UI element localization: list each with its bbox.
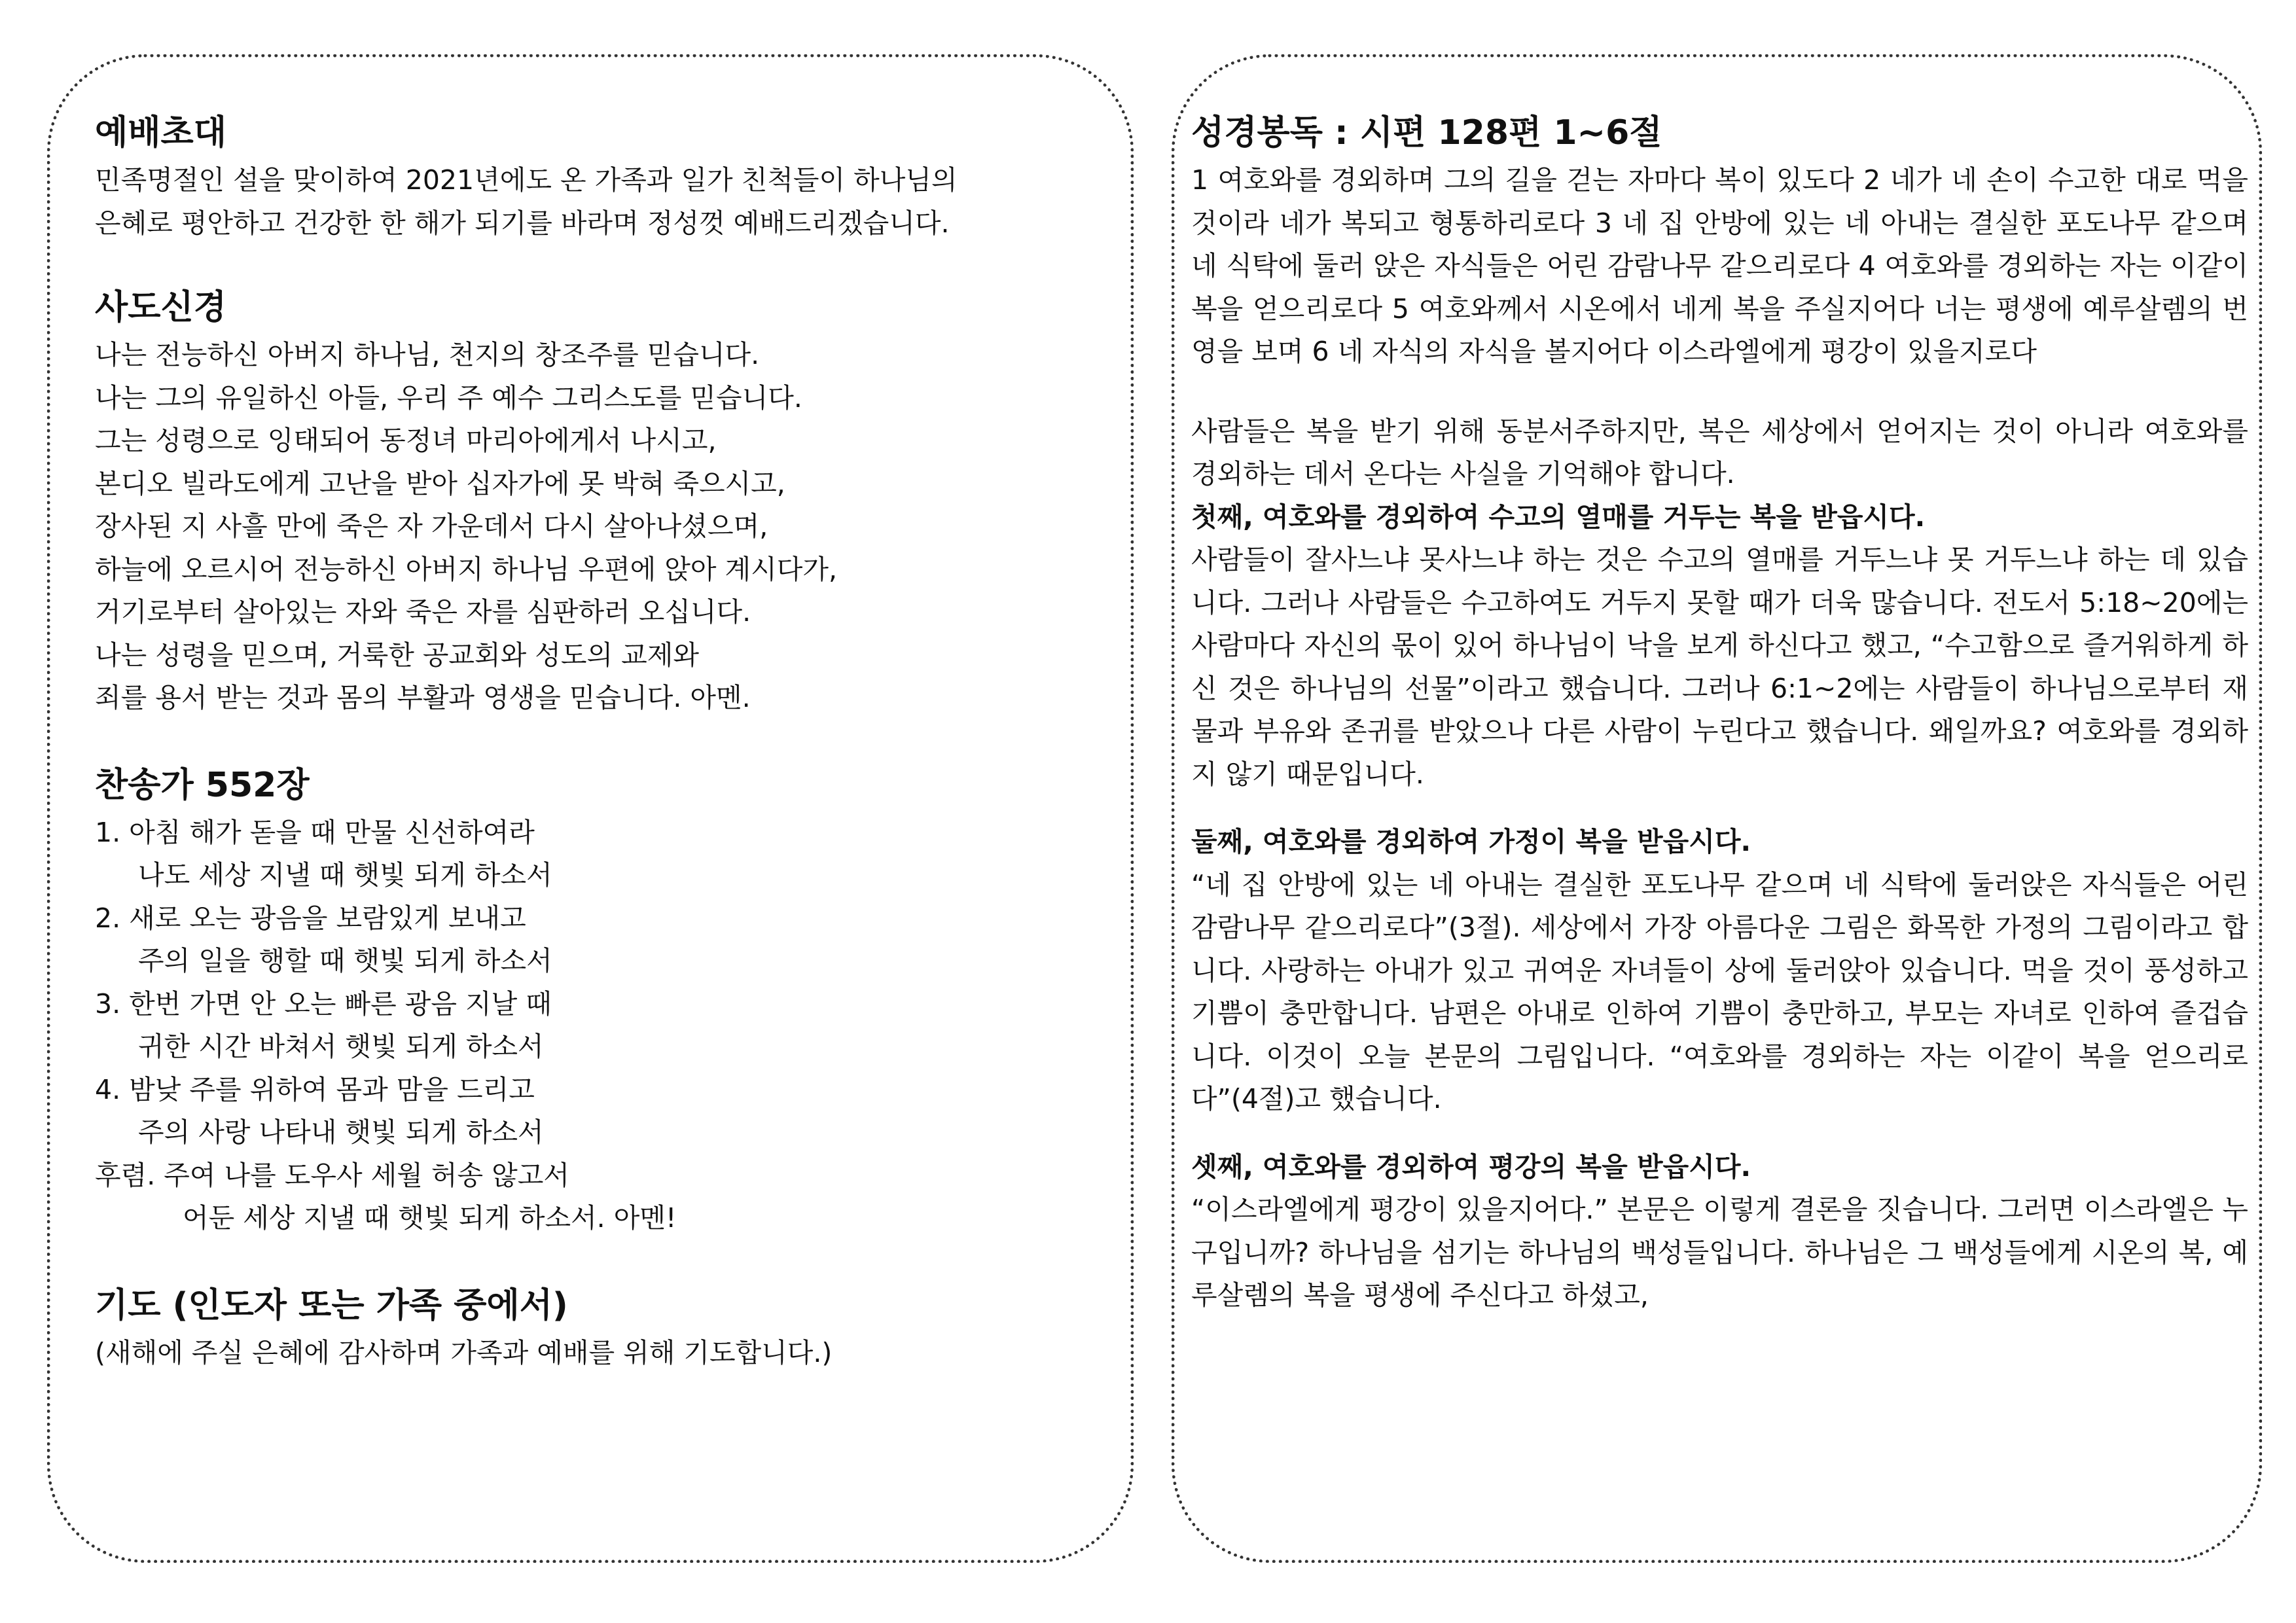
hymn-refrain-line: 후렴. 주여 나를 도우사 세월 허송 않고서 bbox=[95, 1159, 569, 1191]
hymn-refrain-line: 어둔 세상 지낼 때 햇빛 되게 하소서. 아멘! bbox=[183, 1202, 677, 1234]
spacer bbox=[1191, 374, 2248, 410]
spacer bbox=[1191, 1121, 2248, 1146]
hymn-lyrics bbox=[95, 812, 1116, 1240]
creed-title: 사도신경 bbox=[95, 288, 226, 327]
right-panel-content bbox=[1191, 107, 2248, 1317]
left-panel bbox=[47, 54, 1134, 1563]
sermon-intro: 사람들은 복을 받기 위해 동분서주하지만, 복은 세상에서 얻어지는 것이 아니라 여호와를 경외하는 데서 온다는 사실을 기억해야 합니다. bbox=[1191, 415, 2248, 490]
creed-line: 하늘에 오르시어 전능하신 아버지 하나님 우편에 앉아 계시다가, bbox=[95, 553, 838, 585]
creed-line: 거기로부터 살아있는 자와 죽은 자를 심판하러 오십니다. bbox=[95, 596, 751, 628]
sermon-point-text: “네 집 안방에 있는 네 아내는 결실한 포도나무 같으며 네 식탁에 둘러앉은 자식들은 어린 감람나무 같으리로다”(3절). 세상에서 가장 아름다운 그림은 화목한 가정의 그림이라고 합니다. 사랑하는 아내가 있고 귀여운 자녀들이 상에 둘러앉아 있습니다. 먹을 것이 풍성하고 기쁨이 충만합니다. 남편은 아내로 인하여 기쁨이 충만하고, 부모는 자녀로 인하여 즐겁습니다. 이것이 오늘 본문의 그림입니다. “여호와를 경외하는 자는 이같이 복을 얻으리로다”(4절)고 했습니다. bbox=[1191, 868, 2248, 1115]
prayer-title: 기도 (인도자 또는 가족 중에서) bbox=[95, 1285, 568, 1325]
creed-line: 나는 그의 유일하신 아들, 우리 주 예수 그리스도를 믿습니다. bbox=[95, 382, 802, 414]
sermon-point-heading: 첫째, 여호와를 경외하여 수고의 열매를 거두는 복을 받읍시다. bbox=[1191, 501, 1926, 533]
hymn-verse-line: 주의 사랑 나타내 햇빛 되게 하소서 bbox=[138, 1116, 544, 1148]
invitation-title: 예배초대 bbox=[95, 113, 226, 152]
invitation-text: 민족명절인 설을 맞이하여 2021년에도 온 가족과 일가 친척들이 하나님의 은혜로 평안하고 건강한 한 해가 되기를 바라며 정성껏 예배드리겠습니다. bbox=[95, 164, 958, 239]
hymn-title: 찬송가 552장 bbox=[95, 765, 310, 805]
hymn-verse-line: 귀한 시간 바쳐서 햇빛 되게 하소서 bbox=[138, 1031, 544, 1062]
scripture-text: 1 여호와를 경외하며 그의 길을 걷는 자마다 복이 있도다 2 네가 네 손이 수고한 대로 먹을 것이라 네가 복되고 형통하리로다 3 네 집 안방에 있는 네 아내는 결실한 포도나무 같으며 네 식탁에 둘러 앉은 자식들은 어린 감람나무 같으리로다 4 여호와를 경외하는 자는 이같이 복을 얻으리로다 5 여호와께서 시온에서 네게 복을 주실지어다 너는 평생에 예루살렘의 번영을 보며 6 네 자식의 자식을 볼지어다 이스라엘에게 평강이 있을지로다 bbox=[1191, 164, 2248, 367]
creed-line: 본디오 빌라도에게 고난을 받아 십자가에 못 박혀 죽으시고, bbox=[95, 467, 785, 499]
spacer bbox=[95, 1240, 1116, 1279]
spacer bbox=[95, 245, 1116, 281]
hymn-verse-line: 나도 세상 지낼 때 햇빛 되게 하소서 bbox=[138, 859, 552, 891]
hymn-verse-line: 주의 일을 행할 때 햇빛 되게 하소서 bbox=[138, 945, 552, 976]
hymn-verse-line: 4. 밤낮 주를 위하여 몸과 맘을 드리고 bbox=[95, 1073, 535, 1105]
left-panel-content bbox=[95, 107, 1116, 1374]
prayer-text: (새해에 주실 은혜에 감사하며 가족과 예배를 위해 기도합니다.) bbox=[95, 1336, 833, 1368]
creed-line: 나는 전능하신 아버지 하나님, 천지의 창조주를 믿습니다. bbox=[95, 339, 760, 370]
creed-line: 나는 성령을 믿으며, 거룩한 공교회와 성도의 교제와 bbox=[95, 639, 699, 671]
creed-text bbox=[95, 334, 1116, 720]
hymn-verse-line: 1. 아침 해가 돋을 때 만물 신선하여라 bbox=[95, 816, 535, 848]
hymn-verse-line: 2. 새로 오는 광음을 보람있게 보내고 bbox=[95, 902, 526, 934]
creed-line: 죄를 용서 받는 것과 몸의 부활과 영생을 믿습니다. 아멘. bbox=[95, 682, 751, 713]
sermon-point-text: “이스라엘에게 평강이 있을지어다.” 본문은 이렇게 결론을 짓습니다. 그러면 이스라엘은 누구입니까? 하나님을 섬기는 하나님의 백성들입니다. 하나님은 그 백성들에게 시온의 복, 예루살렘의 복을 평생에 주신다고 하셨고, bbox=[1191, 1194, 2248, 1311]
right-panel bbox=[1172, 54, 2262, 1563]
hymn-verse-line: 3. 한번 가면 안 오는 빠른 광음 지날 때 bbox=[95, 988, 552, 1020]
reading-title: 성경봉독 : 시편 128편 1~6절 bbox=[1191, 113, 1662, 152]
sermon-point-text: 사람들이 잘사느냐 못사느냐 하는 것은 수고의 열매를 거두느냐 못 거두느냐 하는 데 있습니다. 그러나 사람들은 수고하여도 거두지 못할 때가 더욱 많습니다. 전도서 5:18~20에는 사람마다 자신의 몫이 있어 하나님이 낙을 보게 하신다고 했고, “수고함으로 즐거워하게 하신 것은 하나님의 선물”이라고 했습니다. 그러나 6:1~2에는 사람들이 하나님으로부터 재물과 부유와 존귀를 받았으나 다른 사람이 누린다고 했습니다. 왜일까요? 여호와를 경외하지 않기 때문입니다. bbox=[1191, 544, 2248, 790]
creed-line: 그는 성령으로 잉태되어 동정녀 마리아에게서 나시고, bbox=[95, 425, 717, 456]
spacer bbox=[95, 720, 1116, 759]
creed-line: 장사된 지 사흘 만에 죽은 자 가운데서 다시 살아나셨으며, bbox=[95, 510, 768, 542]
sermon-point-heading: 셋째, 여호와를 경외하여 평강의 복을 받읍시다. bbox=[1191, 1150, 1751, 1183]
sermon-point-heading: 둘째, 여호와를 경외하여 가정이 복을 받읍시다. bbox=[1191, 826, 1751, 857]
spacer bbox=[1191, 796, 2248, 821]
